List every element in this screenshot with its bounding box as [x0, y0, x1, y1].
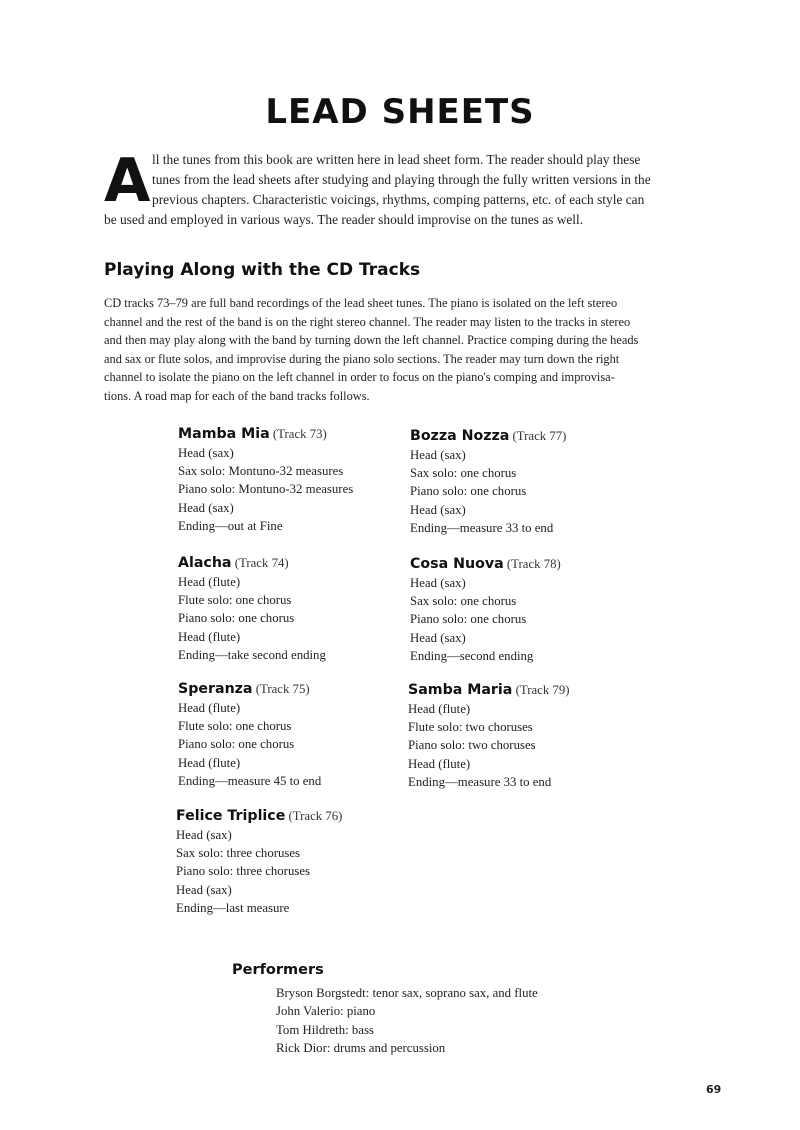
track-line: Ending—last measure: [176, 900, 290, 915]
track-line: Piano solo: one chorus: [410, 484, 527, 499]
track-title: Cosa Nuova: [410, 556, 504, 572]
track-block-samba-maria: [408, 682, 648, 791]
cd-tracks-paragraph: [104, 294, 704, 406]
track-line: Ending—second ending: [410, 648, 534, 663]
track-line: Flute solo: one chorus: [178, 593, 292, 608]
intro-line: be used and employed in various ways. The reader should improvise on the tunes as well.: [104, 212, 584, 227]
paragraph-line: channel to isolate the piano on the left channel in order to focus on the piano's comping and improvisa-: [104, 370, 615, 385]
track-line: Sax solo: three choruses: [176, 846, 301, 861]
intro-line: ll the tunes from this book are written here in lead sheet form. The reader should play these: [152, 152, 641, 167]
performers-list: [276, 984, 676, 1058]
track-line: Ending—measure 33 to end: [408, 774, 552, 789]
track-line: Sax solo: one chorus: [410, 594, 517, 609]
track-line: Sax solo: one chorus: [410, 466, 517, 481]
track-title: Bozza Nozza: [410, 428, 510, 444]
track-line: Ending—measure 45 to end: [178, 773, 322, 788]
track-line: Flute solo: one chorus: [178, 719, 292, 734]
performer-entry: Bryson Borgstedt: tenor sax, soprano sax, and flute: [276, 986, 538, 1000]
track-number: (Track 73): [272, 427, 327, 441]
performer-entry: Rick Dior: drums and percussion: [276, 1041, 446, 1056]
track-line: Head (flute): [178, 701, 241, 715]
track-line: Head (sax): [178, 446, 234, 460]
paragraph-line: tions. A road map for each of the band tracks follows.: [104, 388, 370, 403]
paragraph-line: and then may play along with the band by turning down the left channel. Practice comping during the heads: [104, 333, 639, 348]
track-line: Head (sax): [176, 882, 232, 897]
track-title: Samba Maria: [408, 682, 513, 698]
track-title: Alacha: [178, 555, 232, 571]
track-line: Sax solo: Montuno-32 measures: [178, 464, 344, 479]
track-line: Ending—take second ending: [178, 647, 326, 662]
track-block-felice-triplice: [176, 808, 416, 917]
track-title: Felice Triplice: [176, 808, 286, 824]
page-title: LEAD SHEETS: [265, 92, 535, 132]
track-line: Piano solo: two choruses: [408, 738, 536, 753]
track-title: Mamba Mia: [178, 426, 270, 442]
track-number: (Track 74): [234, 556, 289, 570]
track-block-alacha: [178, 555, 418, 664]
track-line: Piano solo: one chorus: [178, 611, 295, 626]
intro-line: previous chapters. Characteristic voicings, rhythms, comping patterns, etc. of each style can: [152, 192, 645, 207]
track-line: Head (sax): [410, 448, 466, 462]
track-block-bozza-nozza: [410, 428, 650, 537]
page-number: 69: [706, 1083, 722, 1096]
track-block-speranza: [178, 681, 418, 790]
track-block-cosa-nuova: [410, 556, 650, 665]
track-line: Piano solo: Montuno-32 measures: [178, 482, 354, 497]
track-line: Piano solo: one chorus: [410, 612, 527, 627]
track-line: Head (flute): [178, 629, 241, 644]
paragraph-line: and sax or flute solos, and improvise during the piano solo sections. The reader may turn down the right: [104, 351, 620, 366]
track-line: Ending—out at Fine: [178, 518, 283, 533]
track-line: Head (flute): [178, 755, 241, 770]
track-title: Speranza: [178, 681, 253, 697]
track-line: Head (sax): [410, 502, 466, 517]
track-line: Head (flute): [408, 702, 471, 716]
track-number: (Track 77): [512, 429, 567, 443]
track-line: Head (sax): [410, 630, 466, 645]
track-line: Head (flute): [408, 756, 471, 771]
track-line: Piano solo: one chorus: [178, 737, 295, 752]
paragraph-line: CD tracks 73–79 are full band recordings of the lead sheet tunes. The piano is isolated on the left stereo: [104, 296, 618, 310]
track-number: (Track 76): [288, 809, 343, 823]
track-line: Piano solo: three choruses: [176, 864, 310, 879]
intro-line: tunes from the lead sheets after studying and playing through the fully written versions in the: [152, 172, 651, 187]
track-line: Head (sax): [410, 576, 466, 590]
track-number: (Track 79): [515, 683, 570, 697]
track-line: Head (flute): [178, 575, 241, 589]
performer-entry: John Valerio: piano: [276, 1004, 376, 1019]
track-line: Ending—measure 33 to end: [410, 520, 554, 535]
track-number: (Track 75): [255, 682, 310, 696]
performers-heading: Performers: [232, 962, 324, 978]
track-block-mamba-mia: [178, 426, 418, 535]
track-line: Flute solo: two choruses: [408, 720, 533, 735]
paragraph-line: channel and the rest of the band is on the right stereo channel. The reader may listen to the tracks in stereo: [104, 314, 631, 329]
section-heading: Playing Along with the CD Tracks: [104, 260, 421, 280]
track-line: Head (sax): [178, 500, 234, 515]
dropcap-letter: A: [104, 146, 151, 216]
performer-entry: Tom Hildreth: bass: [276, 1022, 374, 1037]
track-line: Head (sax): [176, 828, 232, 842]
track-number: (Track 78): [506, 557, 561, 571]
